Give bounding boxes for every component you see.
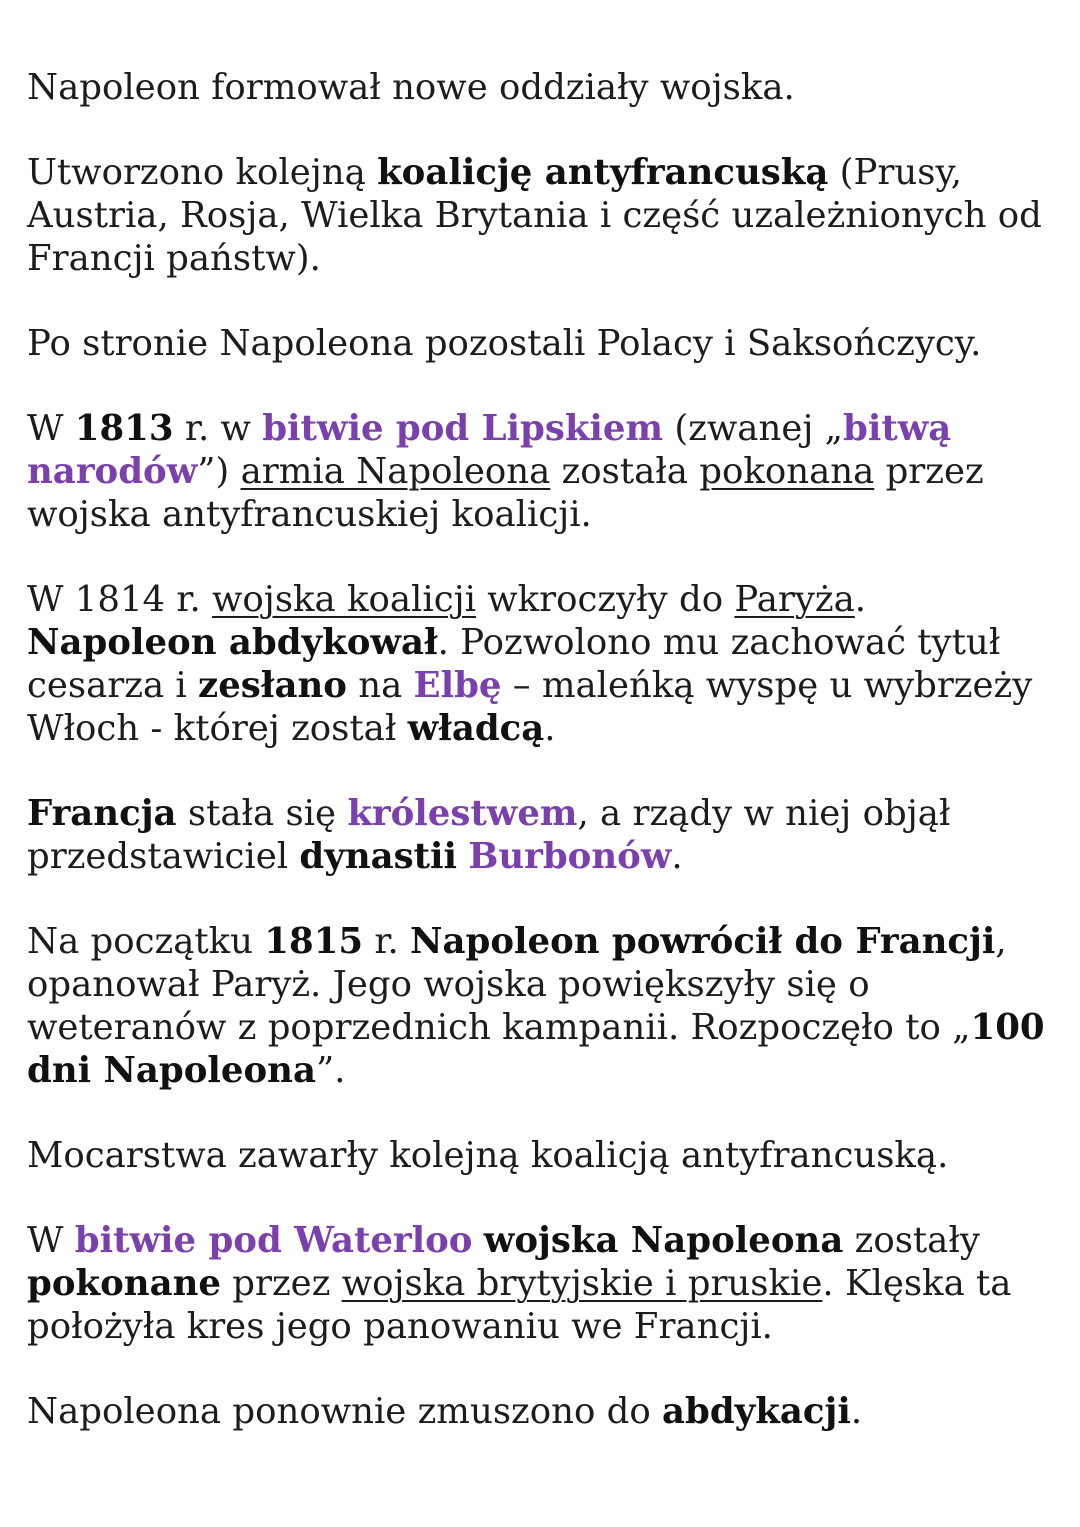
- run: stała się: [176, 793, 348, 834]
- run: Mocarstwa zawarły kolejną koalicją antyfrancuską.: [27, 1135, 949, 1176]
- run: Napoleona ponownie zmuszono do: [27, 1391, 663, 1432]
- run: .: [850, 1391, 863, 1432]
- run: Po stronie Napoleona pozostali Polacy i Saksończycy.: [27, 323, 982, 364]
- run: .: [854, 579, 867, 620]
- run: Na początku: [27, 921, 265, 962]
- run: [472, 1220, 483, 1261]
- bold-term: Napoleon abdykował: [27, 622, 438, 663]
- run: przez wojska antyfrancuskiej koalicji.: [27, 451, 984, 535]
- run: . Klęska ta położyła kres jego panowaniu we Francji.: [27, 1263, 1012, 1347]
- run: zostały: [843, 1220, 980, 1261]
- run: .: [544, 708, 556, 749]
- run: , a rządy w niej objął przedstawiciel: [27, 793, 951, 877]
- highlight-term: królestwem: [347, 793, 578, 834]
- run: r.: [363, 921, 411, 962]
- paragraph-second-abdication: [27, 1390, 1062, 1433]
- paragraph-kingdom: [27, 792, 1062, 878]
- paragraph-new-troops: [27, 66, 1062, 109]
- run: r. w: [173, 408, 263, 449]
- underlined-term: wojska koalicji: [212, 579, 476, 620]
- run: (zwanej „: [663, 408, 844, 449]
- highlight-term: bitwie pod Waterloo: [74, 1220, 473, 1261]
- run: przez: [221, 1263, 342, 1304]
- run: W 1814 r.: [27, 579, 213, 620]
- run: W: [27, 408, 75, 449]
- paragraph-waterloo: [27, 1219, 1062, 1348]
- underlined-term: pokonana: [699, 451, 875, 492]
- run: została: [550, 451, 700, 492]
- paragraph-leipzig: [27, 407, 1062, 536]
- paragraph-hundred-days: [27, 920, 1062, 1092]
- paragraph-new-coalition: [27, 151, 1062, 280]
- bold-term: koalicję antyfrancuską: [377, 152, 829, 193]
- run: (Prusy, Austria, Rosja, Wielka Brytania i część uzależnionych od Francji państw).: [27, 152, 1042, 279]
- bold-year: 1813: [74, 408, 174, 449]
- run: , opanował Paryż. Jego wojska powiększyły się o weteranów z poprzednich kampanii. Rozpoczęło to „: [27, 921, 1007, 1048]
- bold-term: Francja: [27, 793, 177, 834]
- underlined-term: Paryża: [734, 579, 855, 620]
- bold-term: wojska Napoleona: [483, 1220, 844, 1261]
- run: Utworzono kolejną: [27, 152, 378, 193]
- bold-term: dynastii: [299, 836, 458, 877]
- paragraph-allies: [27, 322, 1062, 365]
- run: ”.: [316, 1050, 346, 1091]
- run: W: [27, 1220, 75, 1261]
- document-page: [27, 66, 1062, 1433]
- highlight-term: Burbonów: [468, 836, 672, 877]
- run: [457, 836, 468, 877]
- highlight-term: bitwie pod Lipskiem: [262, 408, 664, 449]
- highlight-term: Elbę: [413, 665, 502, 706]
- bold-term: Napoleon powrócił do Francji: [410, 921, 996, 962]
- run: .: [671, 836, 683, 877]
- run: – maleńką wyspę u wybrzeży Włoch - której został: [27, 665, 1033, 749]
- underlined-term: wojska brytyjskie i pruskie: [341, 1263, 823, 1304]
- bold-year: 1815: [264, 921, 364, 962]
- run: na: [346, 665, 414, 706]
- highlight-term: bitwą narodów: [27, 408, 952, 492]
- run: Napoleon formował nowe oddziały wojska.: [27, 67, 795, 108]
- paragraph-abdication-1814: [27, 578, 1062, 750]
- run: wkroczyły do: [476, 579, 735, 620]
- bold-term: władcą: [407, 708, 545, 749]
- bold-term: pokonane: [27, 1263, 221, 1304]
- run: . Pozwolono mu zachować tytuł cesarza i: [27, 622, 1001, 706]
- run: ”): [197, 451, 241, 492]
- bold-term: zesłano: [198, 665, 347, 706]
- underlined-term: armia Napoleona: [240, 451, 551, 492]
- paragraph-powers: [27, 1134, 1062, 1177]
- bold-term: abdykacji: [662, 1391, 851, 1432]
- bold-term: 100 dni Napoleona: [27, 1007, 1045, 1091]
